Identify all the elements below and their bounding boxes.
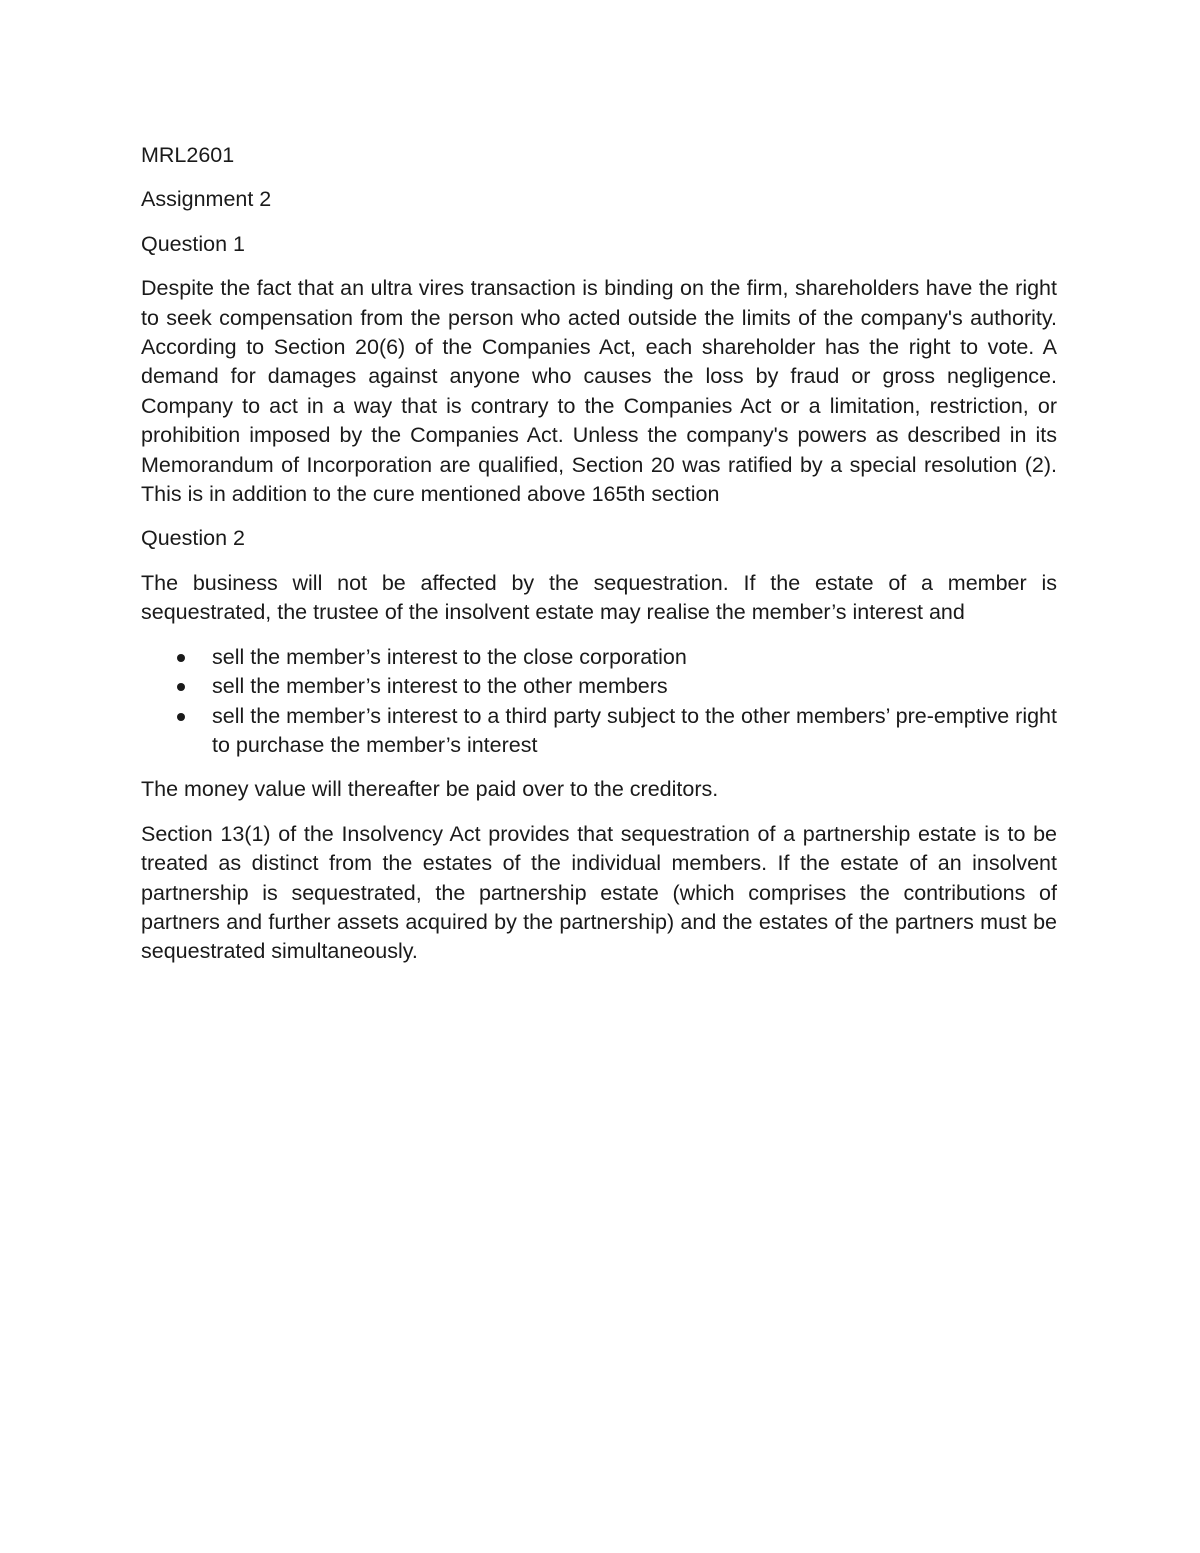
list-item-text: sell the member’s interest to the close corporation bbox=[212, 644, 687, 669]
assignment-title: Assignment 2 bbox=[141, 187, 272, 212]
document-body bbox=[141, 141, 1057, 982]
question-2-bullet-list bbox=[141, 643, 1057, 761]
bullet-icon bbox=[177, 654, 185, 662]
money-value-paragraph: The money value will thereafter be paid over to the creditors. bbox=[141, 777, 719, 802]
question-2-intro: The business will not be affected by the sequestration. If the estate of a member is sequestrated, the trustee of the insolvent estate may realise the member’s interest and bbox=[141, 570, 1057, 625]
question-2-heading: Question 2 bbox=[141, 526, 245, 551]
list-item bbox=[141, 672, 1057, 701]
bullet-icon bbox=[177, 683, 185, 691]
question-1-heading: Question 1 bbox=[141, 231, 245, 256]
question-1-paragraph: Despite the fact that an ultra vires transaction is binding on the firm, shareholders have the right to seek compensation from the person who acted outside the limits of the company's authority. According to Section 20(6) of the Companies Act, each shareholder has the right to vote. A demand for damages against anyone who causes the loss by fraud or gross negligence. Company to act in a way that is contrary to the Companies Act or a limitation, restriction, or prohibition imposed by the Companies Act. Unless the company's powers as described in its Memorandum of Incorporation are qualified, Section 20 was ratified by a special resolution (2). This is in addition to the cure mentioned above 165th section bbox=[141, 276, 1057, 507]
course-code: MRL2601 bbox=[141, 143, 235, 167]
list-item-text: sell the member’s interest to the other members bbox=[212, 674, 668, 699]
bullet-icon bbox=[177, 713, 185, 721]
list-item bbox=[141, 643, 1057, 672]
list-item bbox=[141, 702, 1057, 761]
section-13-paragraph: Section 13(1) of the Insolvency Act provides that sequestration of a partnership estate is to be treated as distinct from the estates of the individual members. If the estate of an insolvent partnership is sequestrated, the partnership estate (which comprises the contributions of partners and further assets acquired by the partnership) and the estates of the partners must be sequestrated simultaneously. bbox=[141, 821, 1057, 964]
list-item-text: sell the member’s interest to a third party subject to the other members’ pre-emptive right to purchase the member’s interest bbox=[212, 703, 1057, 757]
